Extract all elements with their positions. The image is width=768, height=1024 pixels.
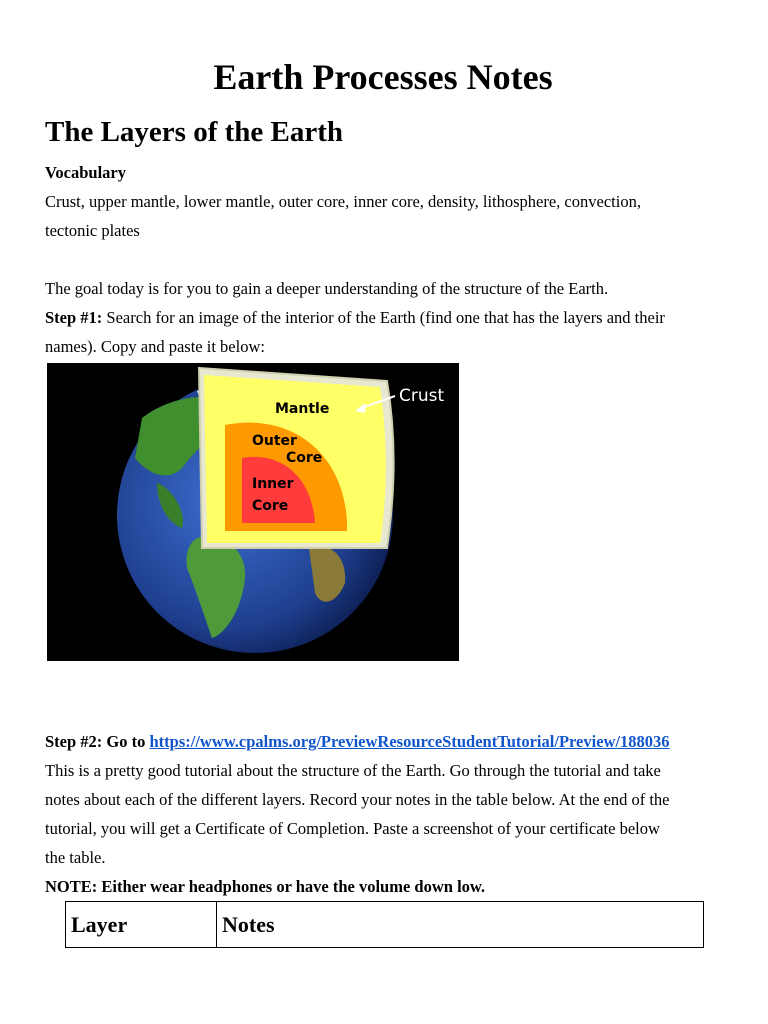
mantle-label: Mantle <box>275 401 330 417</box>
instructions-line-1: This is a pretty good tutorial about the structure of the Earth. Go through the tutorial and take <box>45 761 661 780</box>
inner-core-label-1: Inner <box>252 476 294 492</box>
notes-table <box>65 901 704 948</box>
table-header-notes: Notes <box>217 902 704 948</box>
table-header-row <box>66 902 704 948</box>
step1-line-2: names). Copy and paste it below: <box>45 337 265 356</box>
vocabulary-list-line-2: tectonic plates <box>45 221 140 240</box>
instructions-line-3: tutorial, you will get a Certificate of Completion. Paste a screenshot of your certificate below <box>45 819 660 838</box>
section-heading: The Layers of the Earth <box>45 116 344 148</box>
table-header-layer: Layer <box>66 902 217 948</box>
step1-label: Step #1: <box>45 308 103 327</box>
outer-core-label-1: Outer <box>252 433 297 449</box>
instructions-line-2: notes about each of the different layers. Record your notes in the table below. At the end of the <box>45 790 670 809</box>
step1-line-1 <box>45 303 665 332</box>
vocabulary-list-line-1: Crust, upper mantle, lower mantle, outer core, inner core, density, lithosphere, convection, <box>45 192 641 211</box>
step2-line <box>45 727 670 756</box>
vocabulary-heading: Vocabulary <box>45 163 126 182</box>
page-title: Earth Processes Notes <box>213 57 553 97</box>
note-text: NOTE: Either wear headphones or have the volume down low. <box>45 877 486 896</box>
inner-core-label-2: Core <box>252 498 289 514</box>
step1-text: Search for an image of the interior of the Earth (find one that has the layers and their <box>102 308 665 327</box>
step2-label: Step #2: Go to <box>45 732 150 751</box>
crust-label: Crust <box>399 386 445 406</box>
outer-core-label-2: Core <box>286 450 323 466</box>
earth-interior-image <box>47 363 459 661</box>
goal-text: The goal today is for you to gain a deeper understanding of the structure of the Earth. <box>45 279 609 298</box>
tutorial-link[interactable]: https://www.cpalms.org/PreviewResourceStudentTutorial/Preview/188036 <box>149 732 670 751</box>
instructions-line-4: the table. <box>45 848 106 867</box>
